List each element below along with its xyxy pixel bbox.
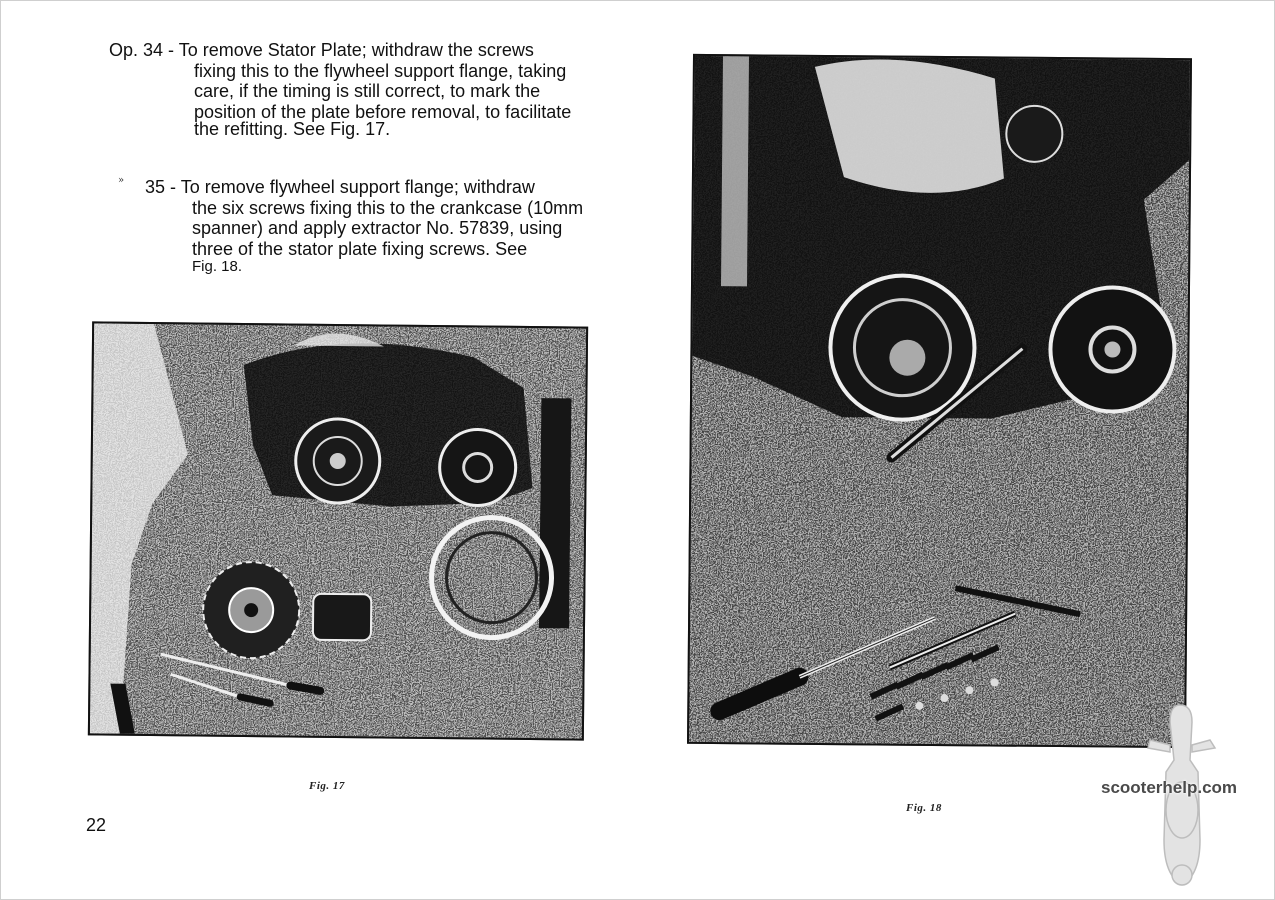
op34-heading: Op. 34 - To remove Stator Plate; withdraw the screws [109, 40, 534, 60]
op35-heading: 35 - To remove flywheel support flange; withdraw [145, 177, 535, 197]
fig17-photo [88, 321, 588, 740]
operation-34 [109, 40, 572, 139]
operation-35 [145, 177, 584, 275]
op35-line-1: the six screws fixing this to the crankcase (10mm [192, 197, 584, 218]
page-number: 22 [86, 815, 107, 835]
op35-line-2: spanner) and apply extractor No. 57839, using [192, 218, 563, 238]
op35-line-4: Fig. 18. [192, 258, 243, 275]
op34-line-3: position of the plate before removal, to facilitate [194, 101, 572, 122]
op34-line-2: care, if the timing is still correct, to mark the [194, 81, 541, 101]
fig18-photo [687, 54, 1192, 748]
bullet-marker: » [118, 175, 125, 186]
fig18-caption: Fig. 18 [906, 802, 942, 814]
op34-line-1: fixing this to the flywheel support flange, taking [194, 60, 567, 81]
op34-line-4: the refitting. See Fig. 17. [194, 119, 391, 139]
watermark-text: scooterhelp.com [1101, 778, 1238, 797]
fig17-caption: Fig. 17 [309, 780, 345, 792]
op35-line-3: three of the stator plate fixing screws. See [192, 238, 528, 259]
